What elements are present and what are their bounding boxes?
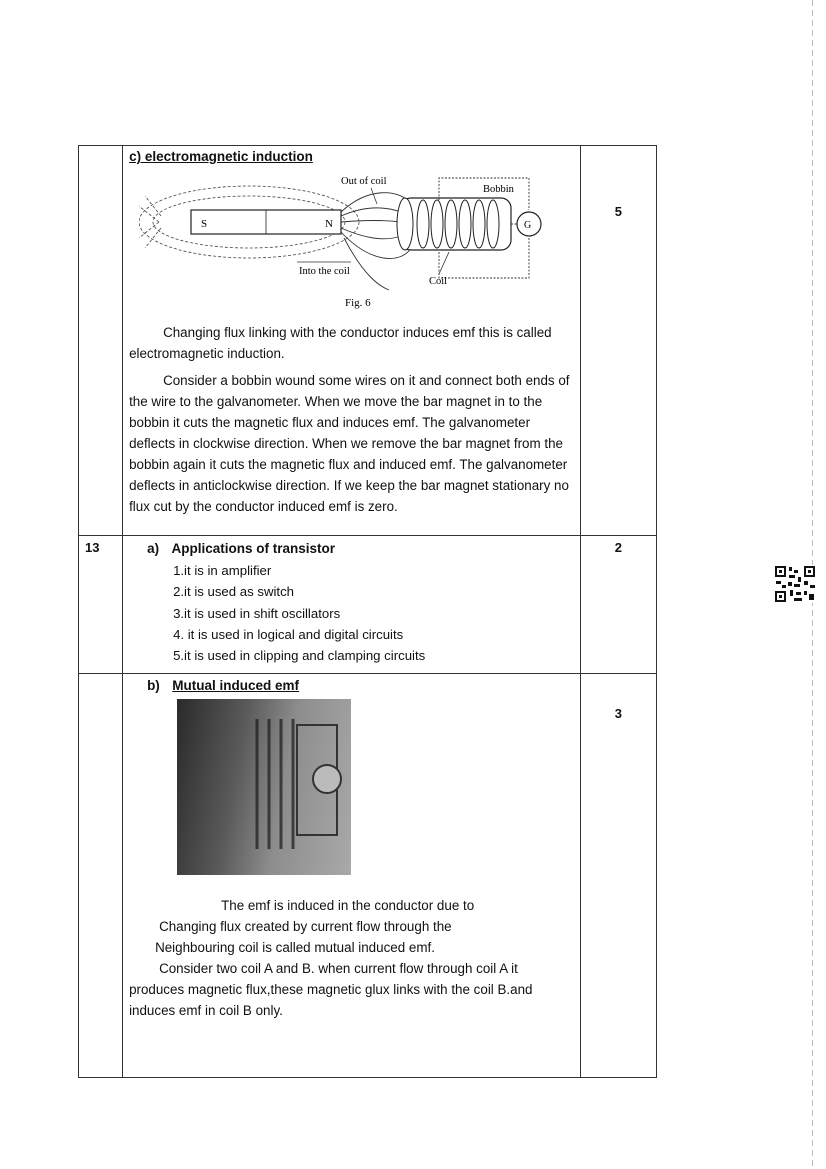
part-label: b) (147, 678, 160, 693)
text-line: Changing flux created by current flow through the (159, 919, 452, 934)
answer-cell (123, 674, 581, 1078)
label-south: S (201, 218, 208, 230)
list-item: 3.it is used in shift oscillators (173, 605, 341, 621)
explanation-text: Consider a bobbin wound some wires on it and connect both ends of the wire to the galvanometer. When we move the bar magnet in to the bobbin it cuts the magnetic flux and induces emf. The galvanometer deflects in clockwise direction. When we remove the bar magnet from the bobbin again it cuts the magnetic flux and induced emf. The galvanometer deflects in anticlockwise direction. If we keep the bar magnet stationary no flux cut by the conductor induced emf is zero. (129, 373, 570, 514)
question-number-cell (79, 674, 123, 1078)
row-applications-of-transistor (79, 536, 657, 674)
answer-cell (123, 536, 581, 674)
applications-list (173, 560, 580, 666)
text-line: Consider two coil A and B. when current flow through coil A it (159, 961, 518, 976)
answer-table (78, 145, 657, 1078)
mutual-emf-text (129, 895, 574, 1021)
label-coil: Coil (429, 276, 448, 287)
question-number-cell (79, 536, 123, 674)
answer-cell (123, 146, 581, 536)
part-label: a) (147, 541, 160, 556)
marks-cell (580, 674, 656, 1078)
label-into-the-coil: Into the coil (299, 266, 350, 277)
list-item: 2.it is used as switch (173, 584, 294, 600)
text-line: induces emf in coil B only. (129, 1003, 283, 1018)
coil-photo-illustration (177, 699, 351, 875)
part-heading: Mutual induced emf (172, 678, 300, 693)
list-item: 5.it is used in clipping and clamping circuits (173, 648, 426, 664)
marks-cell (580, 536, 656, 674)
text-line: produces magnetic flux,these magnetic glux links with the coil B.and (129, 982, 533, 997)
part-heading: Applications of transistor (171, 541, 336, 556)
label-galvanometer: G (524, 220, 532, 231)
section-heading: c) electromagnetic induction (129, 149, 313, 164)
marks-value: 5 (614, 204, 623, 219)
label-north: N (325, 218, 334, 230)
qr-code-icon (774, 565, 816, 603)
text-line: The emf is induced in the conductor due to (221, 898, 475, 913)
row-mutual-induced-emf (79, 674, 657, 1078)
list-item: 1.it is in amplifier (173, 563, 272, 578)
question-number: 13 (85, 540, 100, 555)
figure-caption: Fig. 6 (345, 297, 371, 309)
row-electromagnetic-induction (79, 146, 657, 536)
label-bobbin: Bobbin (483, 184, 514, 195)
question-number (79, 146, 122, 150)
question-number-cell (79, 146, 123, 536)
label-out-of-coil: Out of coil (341, 176, 387, 187)
definition-text: Changing flux linking with the conductor induces emf this is called electromagnetic induction. (129, 325, 552, 361)
electromagnetic-induction-diagram (139, 166, 559, 316)
mutual-induction-photo (177, 699, 351, 875)
marks-cell (580, 146, 656, 536)
marks-value: 2 (614, 540, 623, 555)
text-line: Neighbouring coil is called mutual induced emf. (155, 940, 435, 955)
list-item: 4. it is used in logical and digital circuits (173, 626, 404, 642)
marks-value: 3 (614, 706, 623, 721)
